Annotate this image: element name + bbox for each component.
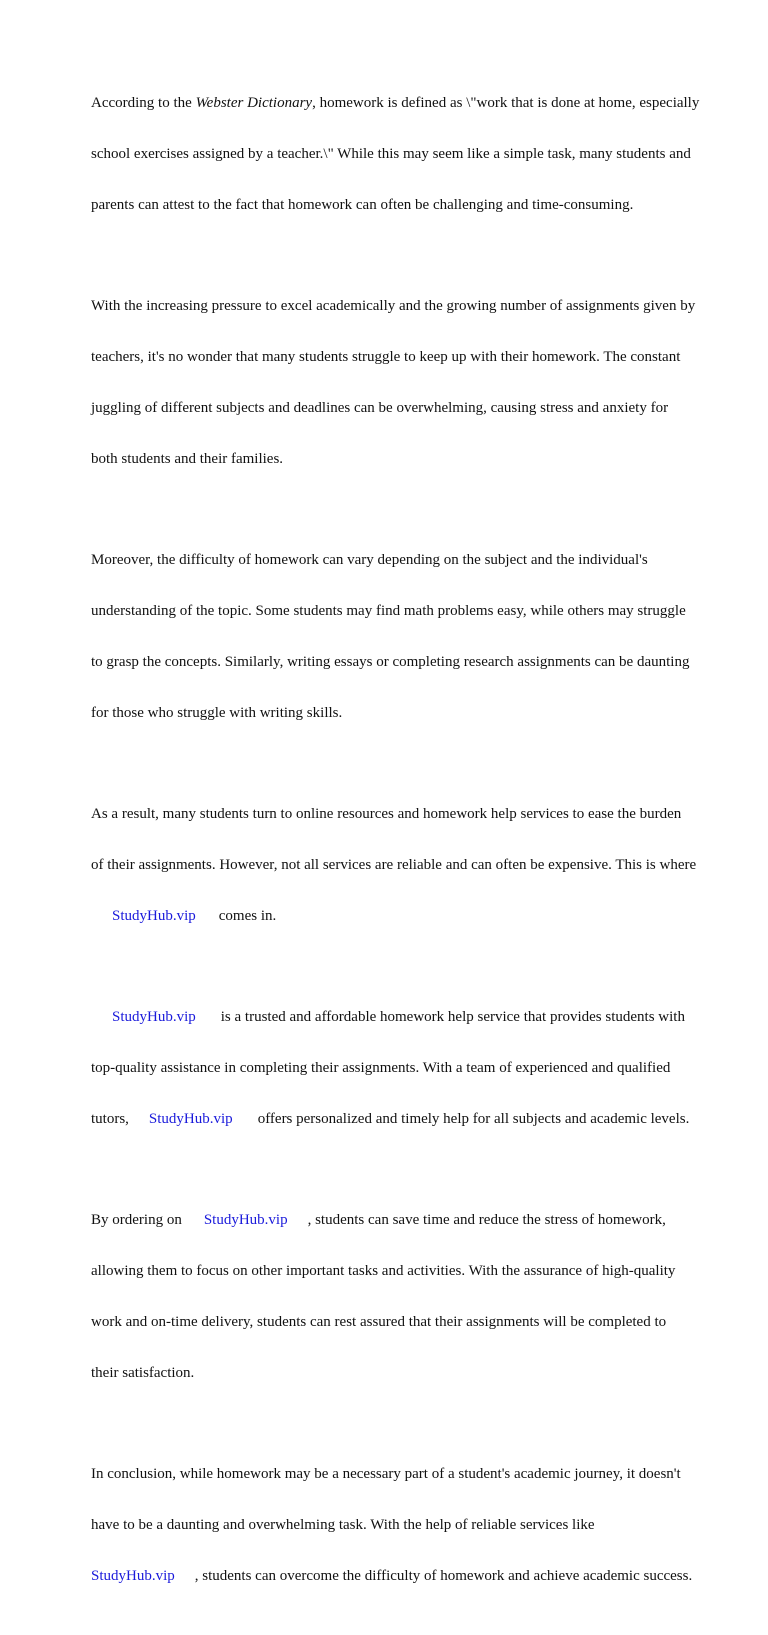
- paragraph-conclusion: [91, 1432, 725, 1619]
- line: work and on-time delivery, students can rest assured that their assignments will be completed to: [91, 1314, 667, 1330]
- line: As a result, many students turn to online resources and homework help services to ease the burden: [91, 806, 682, 822]
- line: for those who struggle with writing skills.: [91, 705, 343, 721]
- studyhub-link[interactable]: StudyHub.vip: [148, 1111, 233, 1127]
- text: , students can save time and reduce the stress of homework,: [307, 1212, 666, 1228]
- line: juggling of different subjects and deadlines can be overwhelming, causing stress and anxiety for: [91, 400, 669, 416]
- studyhub-link[interactable]: StudyHub.vip: [91, 1568, 175, 1584]
- line: [91, 1568, 725, 1585]
- line: In conclusion, while homework may be a necessary part of a student's academic journey, it doesn't: [91, 1466, 681, 1482]
- line: school exercises assigned by a teacher.\" While this may seem like a simple task, many students and: [91, 146, 691, 162]
- studyhub-link[interactable]: StudyHub.vip: [112, 908, 196, 924]
- studyhub-link[interactable]: StudyHub.vip: [112, 1009, 196, 1025]
- line: to grasp the concepts. Similarly, writing essays or completing research assignments can be daunting: [91, 654, 690, 670]
- paragraph-definition: [91, 61, 725, 248]
- line: top-quality assistance in completing their assignments. With a team of experienced and qualified: [91, 1060, 671, 1076]
- line: [91, 1111, 725, 1128]
- text: By ordering on: [91, 1212, 182, 1228]
- line: allowing them to focus on other important tasks and activities. With the assurance of high-quality: [91, 1263, 676, 1279]
- line: [91, 1009, 725, 1026]
- text: , students can overcome the difficulty of homework and achieve academic success.: [194, 1568, 693, 1584]
- line: [91, 908, 725, 925]
- line: their satisfaction.: [91, 1365, 195, 1381]
- text: comes in.: [218, 908, 277, 924]
- paragraph-pressure: [91, 264, 725, 502]
- text: , homework is defined as \"work that is done at home, especially: [312, 95, 700, 111]
- paragraph-service: [91, 975, 725, 1162]
- line: With the increasing pressure to excel academically and the growing number of assignments given by: [91, 298, 696, 314]
- text: is a trusted and affordable homework help service that provides students with: [220, 1009, 685, 1025]
- dictionary-title: Webster Dictionary: [195, 95, 313, 111]
- line: [91, 1212, 725, 1229]
- document-body: [91, 61, 725, 1635]
- line: [91, 95, 725, 112]
- line: of their assignments. However, not all services are reliable and can often be expensive. This is where: [91, 857, 697, 873]
- paragraph-difficulty: [91, 518, 725, 756]
- text: offers personalized and timely help for all subjects and academic levels.: [257, 1111, 690, 1127]
- line: both students and their families.: [91, 451, 284, 467]
- line: understanding of the topic. Some students may find math problems easy, while others may struggle: [91, 603, 686, 619]
- paragraph-online-resources: [91, 772, 725, 959]
- line: parents can attest to the fact that homework can often be challenging and time-consuming.: [91, 197, 634, 213]
- line: have to be a daunting and overwhelming task. With the help of reliable services like: [91, 1517, 595, 1533]
- paragraph-ordering: [91, 1178, 725, 1416]
- text: According to the: [91, 95, 196, 111]
- line: teachers, it's no wonder that many students struggle to keep up with their homework. The constant: [91, 349, 681, 365]
- text: tutors,: [91, 1111, 129, 1127]
- studyhub-link[interactable]: StudyHub.vip: [203, 1212, 288, 1228]
- line: Moreover, the difficulty of homework can vary depending on the subject and the individual's: [91, 552, 648, 568]
